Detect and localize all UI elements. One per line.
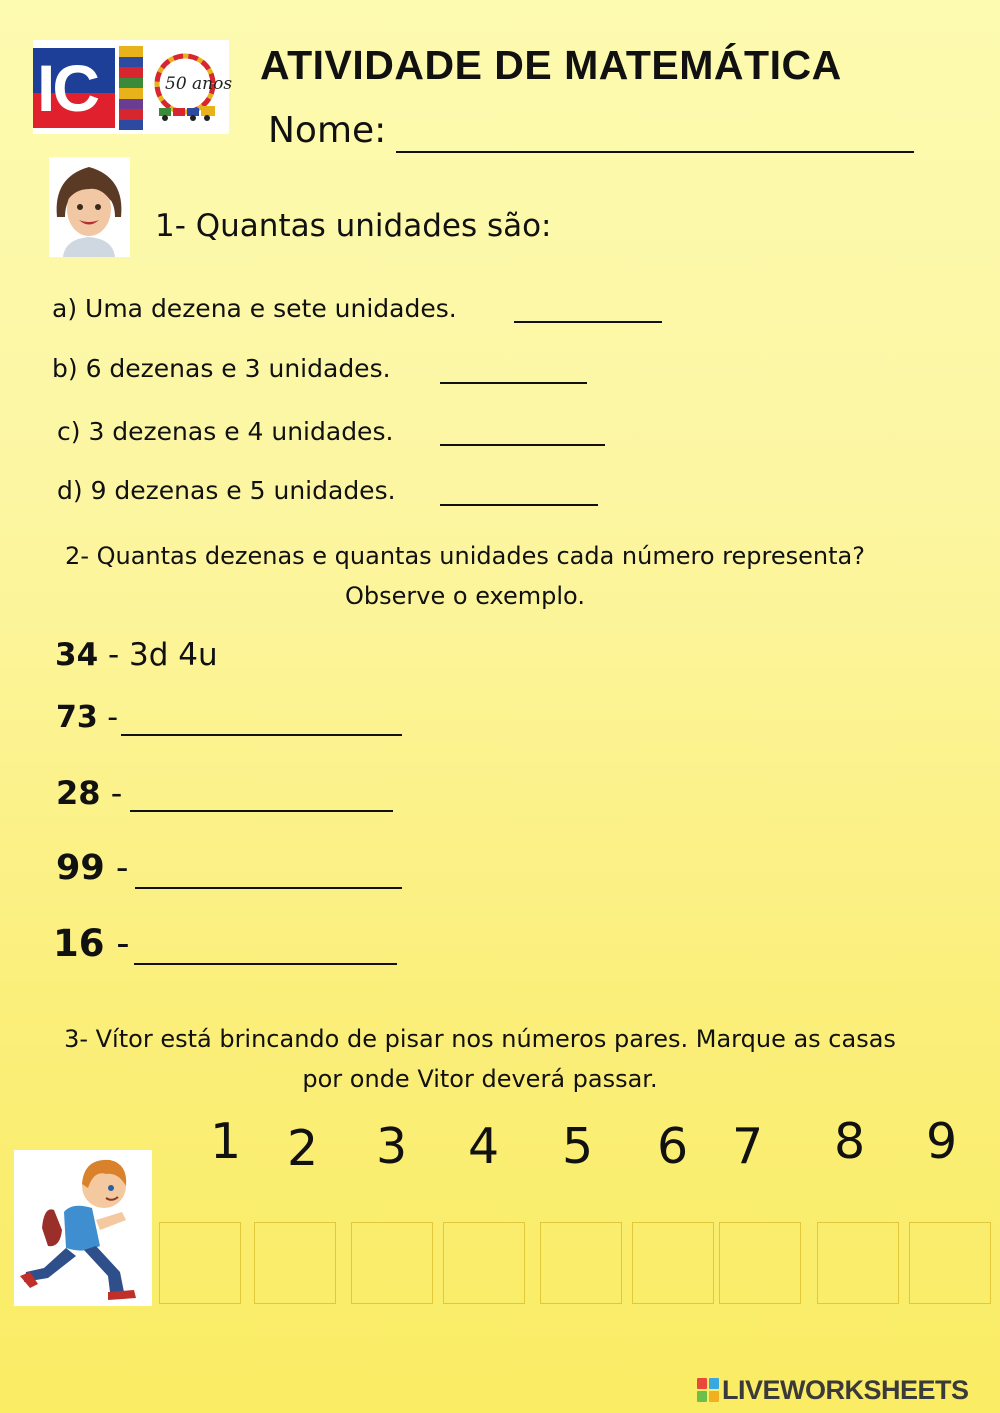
mark-box-2[interactable] xyxy=(254,1222,336,1304)
answer-blank-c[interactable] xyxy=(440,444,605,446)
row-separator: - xyxy=(100,774,123,812)
number-row xyxy=(53,922,130,965)
number-row xyxy=(56,774,122,812)
mark-box-9[interactable] xyxy=(909,1222,991,1304)
number-value: 99 xyxy=(56,848,105,888)
worksheet-title: ATIVIDADE DE MATEMÁTICA xyxy=(260,42,842,88)
teacher-avatar xyxy=(49,157,130,257)
example-number: 34 xyxy=(55,637,99,673)
number-value: 28 xyxy=(56,774,101,812)
digit-label: 2 xyxy=(287,1120,319,1177)
answer-blank-a[interactable] xyxy=(514,321,662,323)
example-answer: - 3d 4u xyxy=(98,637,218,673)
school-logo xyxy=(33,40,233,134)
question-2-instruction: Observe o exemplo. xyxy=(345,582,585,610)
ic-logo-text: IC xyxy=(37,51,97,125)
number-row xyxy=(56,848,128,888)
logo-color-strip xyxy=(119,46,143,130)
answer-blank-28[interactable] xyxy=(130,810,393,812)
question-2-prompt: 2- Quantas dezenas e quantas unidades cada número representa? xyxy=(65,542,865,570)
digit-label: 6 xyxy=(657,1118,689,1175)
row-separator: - xyxy=(97,700,119,735)
mark-box-7[interactable] xyxy=(719,1222,801,1304)
question-1-item-d: d) 9 dezenas e 5 unidades. xyxy=(57,476,396,505)
mark-box-3[interactable] xyxy=(351,1222,433,1304)
question-3-instruction: por onde Vitor deverá passar. xyxy=(302,1065,658,1093)
question-1-item-a: a) Uma dezena e sete unidades. xyxy=(52,294,457,323)
digit-label: 3 xyxy=(376,1118,408,1175)
digit-label: 9 xyxy=(926,1113,958,1170)
number-value: 16 xyxy=(53,922,105,965)
logo-badge-text: 50 anos xyxy=(165,74,233,94)
example-row xyxy=(55,637,218,673)
answer-blank-99[interactable] xyxy=(135,887,402,889)
answer-blank-16[interactable] xyxy=(134,963,397,965)
liveworksheets-brand xyxy=(697,1376,969,1404)
digit-label: 8 xyxy=(834,1113,866,1170)
question-1-prompt: 1- Quantas unidades são: xyxy=(155,208,552,244)
row-separator: - xyxy=(104,922,130,965)
liveworksheets-logo-icon xyxy=(697,1378,719,1402)
name-label: Nome: xyxy=(268,110,387,151)
name-answer-line[interactable] xyxy=(396,151,914,153)
mark-box-8[interactable] xyxy=(817,1222,899,1304)
answer-blank-73[interactable] xyxy=(121,734,402,736)
question-1-item-b: b) 6 dezenas e 3 unidades. xyxy=(52,354,391,383)
question-1-item-c: c) 3 dezenas e 4 unidades. xyxy=(57,417,394,446)
answer-blank-b[interactable] xyxy=(440,382,587,384)
question-3-prompt: 3- Vítor está brincando de pisar nos números pares. Marque as casas xyxy=(64,1025,896,1053)
brand-name: LIVEWORKSHEETS xyxy=(722,1374,969,1405)
number-value: 73 xyxy=(56,700,98,735)
mark-box-5[interactable] xyxy=(540,1222,622,1304)
digit-label: 4 xyxy=(468,1118,500,1175)
mark-box-6[interactable] xyxy=(632,1222,714,1304)
mark-box-4[interactable] xyxy=(443,1222,525,1304)
number-row xyxy=(56,700,118,735)
answer-blank-d[interactable] xyxy=(440,504,598,506)
row-separator: - xyxy=(104,848,129,888)
running-boy-icon xyxy=(14,1150,152,1306)
digit-label: 1 xyxy=(210,1113,242,1170)
ic-logo-mark xyxy=(33,48,115,128)
mark-box-1[interactable] xyxy=(159,1222,241,1304)
digit-label: 5 xyxy=(562,1118,594,1175)
digit-label: 7 xyxy=(732,1118,764,1175)
